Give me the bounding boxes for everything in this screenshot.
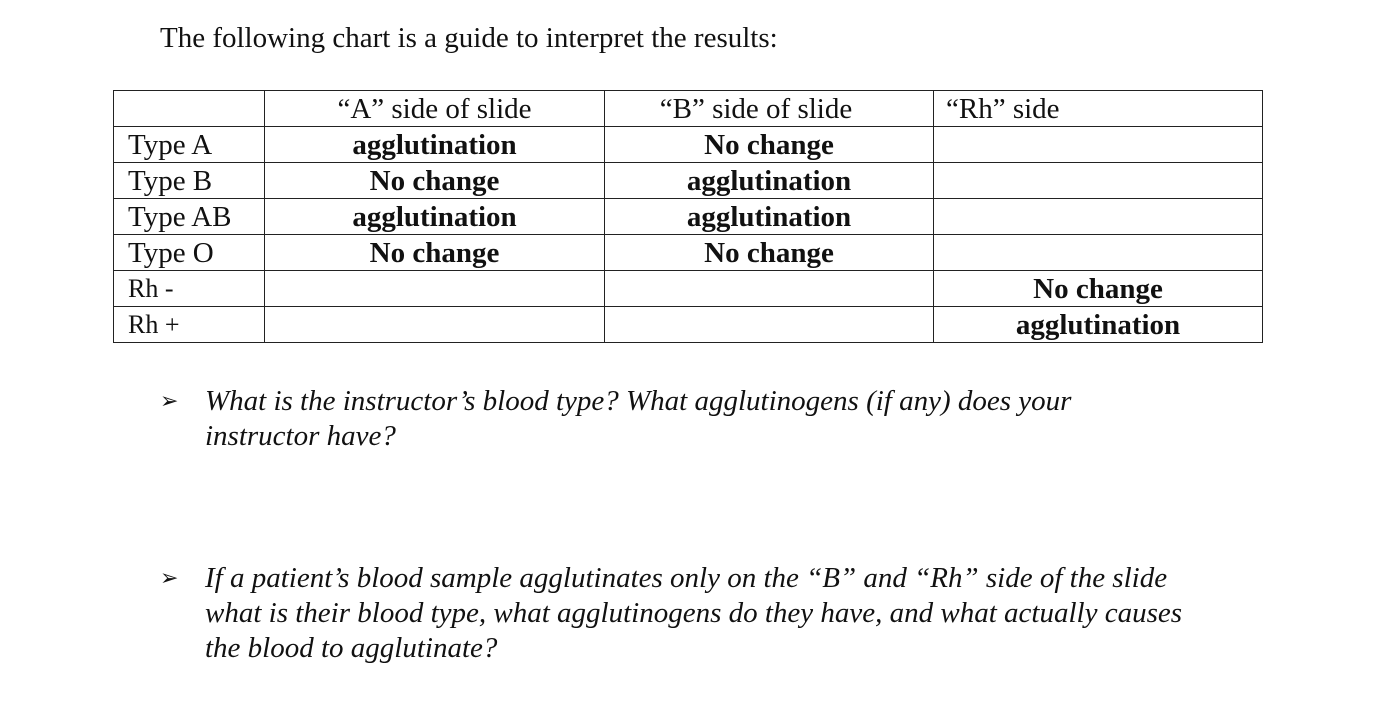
header-cell-empty: [114, 91, 265, 127]
header-cell-a-side: “A” side of slide: [265, 91, 605, 127]
table-cell: No change: [265, 235, 605, 271]
table-row: [114, 307, 1263, 343]
table-row: [114, 199, 1263, 235]
question-text: What is the instructor’s blood type? What agglutinogens (if any) does your instructor have?: [205, 385, 1072, 452]
row-label: Rh -: [114, 271, 265, 307]
row-label: Type AB: [114, 199, 265, 235]
table-cell: agglutination: [605, 163, 934, 199]
table-cell: agglutination: [265, 199, 605, 235]
table-cell: [605, 307, 934, 343]
table-row: [114, 163, 1263, 199]
question-1: [160, 384, 1260, 454]
blood-type-guide-table: [113, 90, 1263, 343]
table-cell: [265, 271, 605, 307]
question-text: If a patient’s blood sample agglutinates only on the “B” and “Rh” side of the slide what is their blood type, what agglutinogens do they have, and what actually causes the blood to agglutinate?: [205, 562, 1183, 664]
table-cell: No change: [605, 127, 934, 163]
table-cell: agglutination: [934, 307, 1263, 343]
table-cell: [934, 163, 1263, 199]
table-cell: No change: [605, 235, 934, 271]
row-label: Type O: [114, 235, 265, 271]
table-row: [114, 235, 1263, 271]
table-cell: [265, 307, 605, 343]
intro-text: The following chart is a guide to interpret the results:: [160, 22, 778, 54]
header-cell-b-side: “B” side of slide: [605, 91, 934, 127]
table-cell: [934, 235, 1263, 271]
table-cell: [934, 127, 1263, 163]
table-cell: [934, 199, 1263, 235]
row-label: Rh +: [114, 307, 265, 343]
table-header-row: [114, 91, 1263, 127]
table-cell: [605, 271, 934, 307]
table-cell: agglutination: [265, 127, 605, 163]
arrow-bullet-icon: ➢: [160, 566, 179, 591]
header-cell-rh-side: “Rh” side: [934, 91, 1263, 127]
table-cell: agglutination: [605, 199, 934, 235]
table-cell: No change: [934, 271, 1263, 307]
row-label: Type A: [114, 127, 265, 163]
arrow-bullet-icon: ➢: [160, 389, 179, 414]
table-cell: No change: [265, 163, 605, 199]
question-2: [160, 561, 1260, 666]
row-label: Type B: [114, 163, 265, 199]
table-row: [114, 271, 1263, 307]
table-row: [114, 127, 1263, 163]
